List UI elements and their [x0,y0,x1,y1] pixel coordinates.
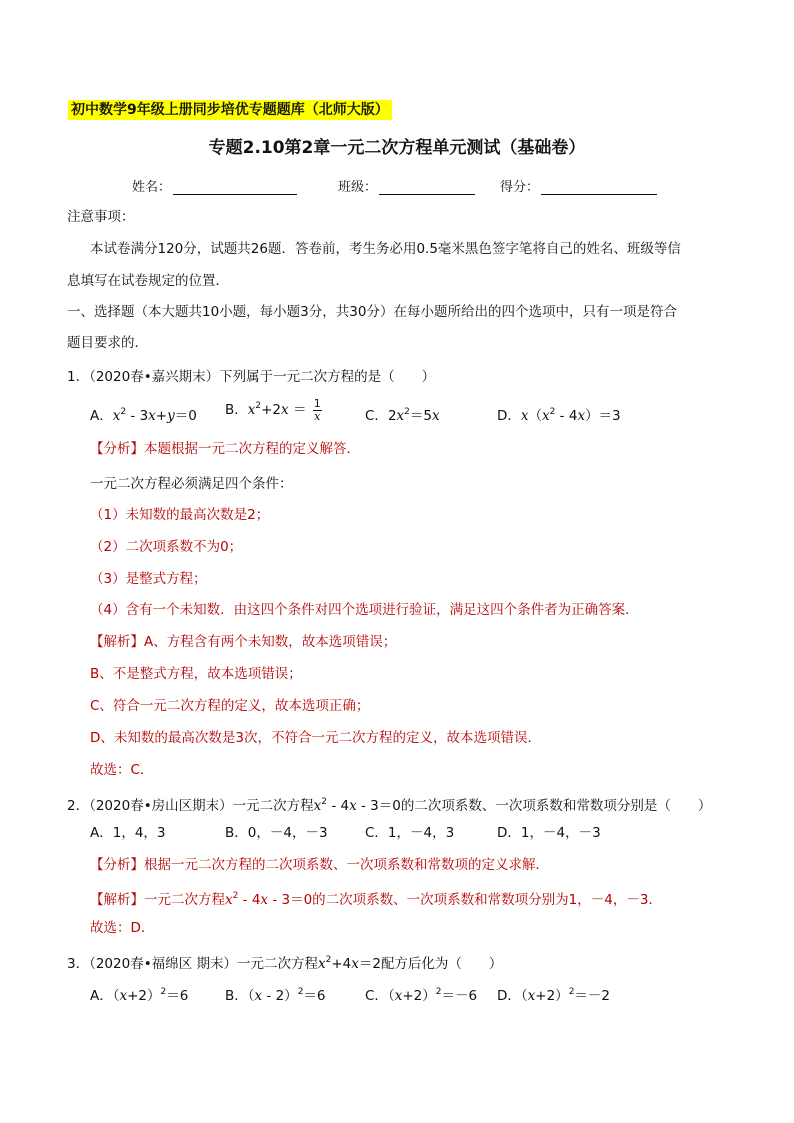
name-field[interactable] [132,176,297,195]
q1-option-a: A．$x^2 - 3x+y=0$ [90,407,197,424]
q2-option-d: D．1，－4，－3 [497,825,601,841]
q1-option-b: B．$x^2+2x$ ＝ $\frac{1}{x}$ [225,396,321,423]
q2-option-c: C．1，－4，3 [365,825,455,841]
q2-option-b: B．0，－4，－3 [225,825,328,841]
page-title: 专题2.10第2章一元二次方程单元测试（基础卷） [208,138,586,158]
q3-option-b: B．（x - 2）$^2$＝6 [225,987,326,1004]
name-label: 姓名： [132,180,172,195]
q2-options [0,823,794,847]
class-blank-line [379,194,475,195]
q2-option-a: A．1，4，3 [90,825,166,841]
score-field[interactable] [500,176,657,195]
q1-solution-c: C、符合一元二次方程的定义，故本选项正确； [90,698,370,714]
q3-stem: 3．（2020春•福绵区 期末）一元二次方程$x^2+4x=2$配方后化为（ ） [67,955,503,972]
header-tag: 初中数学9年级上册同步培优专题题库（北师大版） [68,100,392,120]
q2-analysis: 【分析】根据一元二次方程的二次项系数、一次项系数和常数项的定义求解． [90,857,549,873]
notice-line-2: 息填写在试卷规定的位置． [67,273,229,289]
section-heading-line-2: 题目要求的． [67,335,148,351]
q1-options [0,396,794,430]
class-label: 班级： [338,180,378,195]
q1-option-b-fraction: $\frac{1}{x}$ [313,396,321,423]
q1-condition-1: （1）未知数的最高次数是2； [90,507,270,523]
q1-condition-heading: 一元二次方程必须满足四个条件： [90,476,293,492]
q1-solution-a: 【解析】A、方程含有两个未知数，故本选项错误； [90,634,397,650]
q1-stem: 1．（2020春•嘉兴期末）下列属于一元二次方程的是（ ） [67,369,436,385]
q3-option-a: A．$(x+2)^2=6$ [90,987,189,1004]
q2-solution: 【解析】一元二次方程$x^2 - 4x - 3=0$的二次项系数、一次项系数和常数项分别为1，－4，－3． [90,891,662,908]
q1-condition-4: （4）含有一个未知数．由这四个条件对四个选项进行验证，满足这四个条件者为正确答案． [90,602,639,618]
q1-analysis: 【分析】本题根据一元二次方程的定义解答． [90,441,360,457]
q1-condition-2: （2）二次项系数不为0； [90,539,243,555]
q1-option-d: D．$x(x^2 - 4x)=3$ [497,407,621,424]
q1-solution-b: B、不是整式方程，故本选项错误； [90,666,302,682]
q3-option-d: D．$(x+2)^2=-2$ [497,987,611,1004]
notice-line-1: 本试卷满分120分，试题共26题．答卷前，考生务必用0.5毫米黑色签字笔将自己的姓名、班级等信 [90,241,681,257]
q3-options [0,982,794,1006]
q1-option-c: C．$2x^2=5x$ [365,407,440,424]
notice-heading: 注意事项： [67,209,135,225]
q1-answer: 故选：C． [90,762,154,778]
q2-stem: 2．（2020春•房山区期末）一元二次方程$x^2 - 4x - 3=0$的二次项系数、一次项系数和常数项分别是（ ） [67,797,712,814]
section-heading-line-1: 一、选择题（本大题共10小题，每小题3分，共30分）在每小题所给出的四个选项中，只有一项是符合 [67,304,677,320]
name-blank-line [173,194,297,195]
class-field[interactable] [338,176,475,195]
q2-answer: 故选：D． [90,920,155,936]
score-blank-line [541,194,657,195]
q1-condition-3: （3）是整式方程； [90,571,207,587]
score-label: 得分： [500,180,540,195]
q1-solution-d: D、未知数的最高次数是3次，不符合一元二次方程的定义，故本选项错误． [90,730,541,746]
q3-option-c: C．$(x+2)^2=-6$ [365,987,478,1004]
